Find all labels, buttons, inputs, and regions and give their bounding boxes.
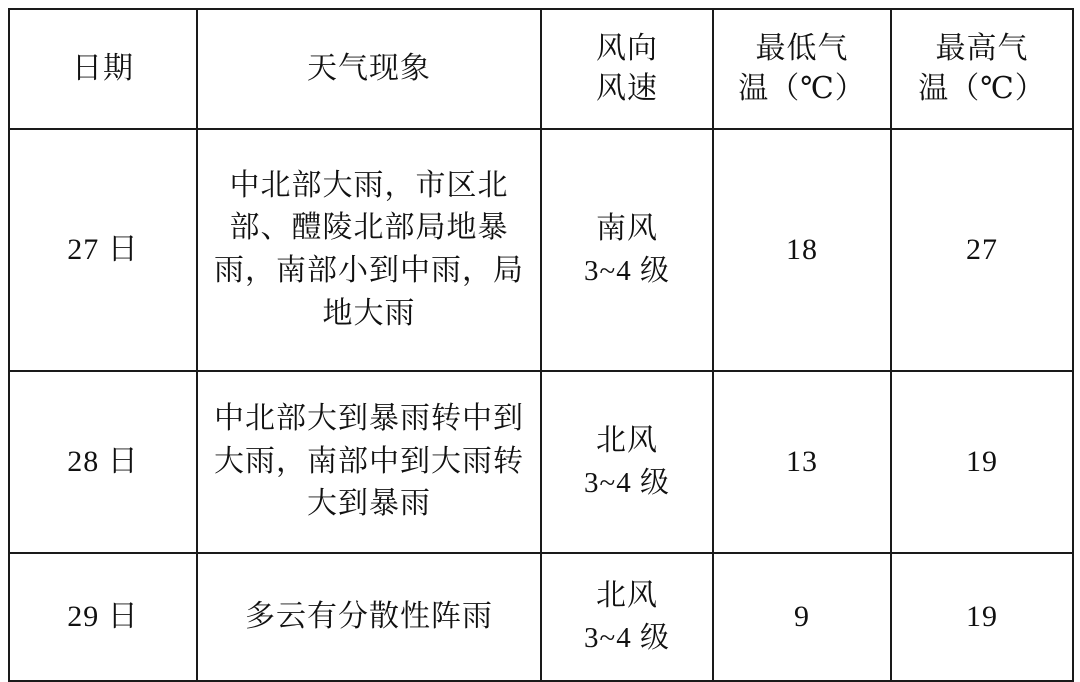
column-header-temp-max	[891, 9, 1073, 129]
wind-direction: 南风	[596, 212, 658, 246]
weather-forecast-table	[8, 8, 1074, 682]
cell-date: 28 日	[9, 371, 197, 553]
cell-temp-min: 13	[713, 371, 891, 553]
cell-weather: 中北部大雨，市区北部、醴陵北部局地暴雨，南部小到中雨，局地大雨	[197, 129, 541, 371]
wind-speed: 3~4 级	[584, 621, 670, 654]
cell-wind	[541, 371, 713, 553]
cell-wind	[541, 553, 713, 681]
table-row	[9, 553, 1073, 681]
cell-date: 27 日	[9, 129, 197, 371]
cell-wind	[541, 129, 713, 371]
cell-date: 29 日	[9, 553, 197, 681]
column-header-temp-min-line-1: 最低气	[755, 31, 849, 65]
table-row	[9, 371, 1073, 553]
column-header-wind	[541, 9, 713, 129]
column-header-wind-line-1: 风向	[596, 31, 658, 65]
column-header-temp-min	[713, 9, 891, 129]
wind-speed: 3~4 级	[584, 466, 670, 499]
wind-direction: 北风	[596, 579, 658, 613]
cell-temp-max: 27	[891, 129, 1073, 371]
cell-weather: 中北部大到暴雨转中到大雨，南部中到大雨转大到暴雨	[197, 371, 541, 553]
column-header-date	[9, 9, 197, 129]
cell-temp-max: 19	[891, 371, 1073, 553]
wind-speed: 3~4 级	[584, 254, 670, 287]
table-row	[9, 129, 1073, 371]
cell-temp-max: 19	[891, 553, 1073, 681]
cell-temp-min: 9	[713, 553, 891, 681]
weather-forecast-table-page	[0, 8, 1080, 660]
column-header-temp-max-line-1: 最高气	[935, 31, 1029, 65]
table-header	[9, 9, 1073, 129]
table-header-row	[9, 9, 1073, 129]
column-header-temp-min-line-2: 温（℃）	[738, 72, 866, 105]
column-header-weather	[197, 9, 541, 129]
column-header-weather-line-1: 天气现象	[307, 51, 431, 85]
wind-direction: 北风	[596, 424, 658, 458]
column-header-temp-max-line-2: 温（℃）	[918, 72, 1046, 105]
column-header-date-line-1: 日期	[72, 51, 134, 85]
cell-weather: 多云有分散性阵雨	[197, 553, 541, 681]
cell-temp-min: 18	[713, 129, 891, 371]
column-header-wind-line-2: 风速	[596, 72, 658, 105]
table-body	[9, 129, 1073, 681]
